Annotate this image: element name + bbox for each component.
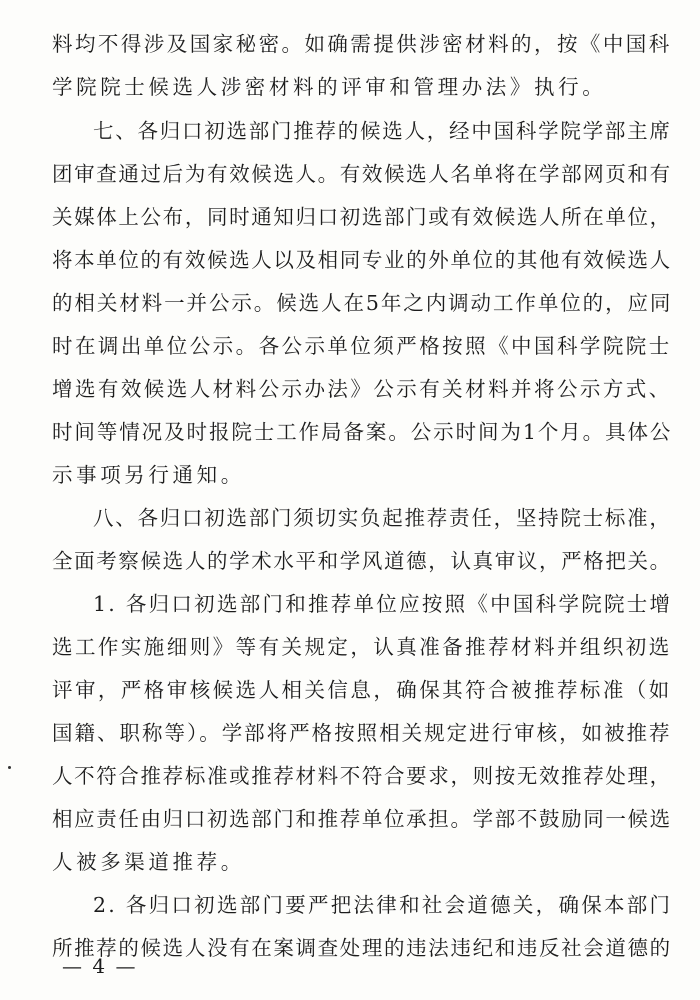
text-line: 所推荐的候选人没有在案调查处理的违法违纪和违反社会道德的 [52,936,672,960]
text-line: 人不符合推荐标准或推荐材料不符合要求，则按无效推荐处理， [52,764,672,788]
text-line: 料均不得涉及国家秘密。如确需提供涉密材料的，按《中国科 [52,32,672,56]
text-line: 八、各归口初选部门须切实负起推荐责任，坚持院士标准， [93,506,672,530]
scan-speck [8,766,11,769]
text-line: 评审，严格审核候选人相关信息，确保其符合被推荐标准（如 [52,678,672,702]
text-line: 选工作实施细则》等有关规定，认真准备推荐材料并组织初选 [52,635,672,659]
text-line: 示事项另行通知。 [52,463,245,487]
text-line: 2. 各归口初选部门要严把法律和社会道德关，确保本部门 [93,893,673,917]
text-line: 增选有效候选人材料公示办法》公示有关材料并将公示方式、 [52,377,672,401]
text-line: 的相关材料一并公示。候选人在5年之内调动工作单位的，应同 [52,291,673,315]
text-line: 学院院士候选人涉密材料的评审和管理办法》执行。 [52,75,607,99]
text-line: 将本单位的有效候选人以及相同专业的外单位的其他有效候选人 [52,248,672,272]
text-line: 国籍、职称等）。学部将严格按照相关规定进行审核，如被推荐 [52,721,672,745]
text-line: 时间等情况及时报院士工作局备案。公示时间为1个月。具体公 [52,420,673,444]
text-line: 相应责任由归口初选部门和推荐单位承担。学部不鼓励同一候选 [52,807,672,831]
text-line: 团审查通过后为有效候选人。有效候选人名单将在学部网页和有 [52,162,672,186]
text-line: 七、各归口初选部门推荐的候选人，经中国科学院学部主席 [93,119,672,143]
page-number: — 4 — [62,954,138,978]
text-line: 人被多渠道推荐。 [52,850,245,874]
text-line: 关媒体上公布，同时通知归口初选部门或有效候选人所在单位， [52,205,672,229]
text-line: 时在调出单位公示。各公示单位须严格按照《中国科学院院士 [52,334,672,358]
text-line: 1. 各归口初选部门和推荐单位应按照《中国科学院院士增 [93,592,673,616]
text-line: 全面考察候选人的学术水平和学风道德，认真审议，严格把关。 [52,549,672,573]
